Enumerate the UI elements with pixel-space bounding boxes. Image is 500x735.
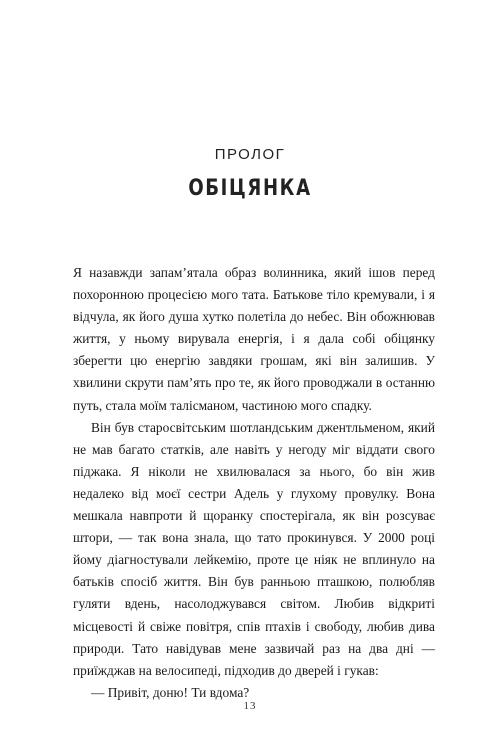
paragraph-1: Я назавжди запам’ятала образ волинника, який ішов перед похоронною процесією мого тата. Батькове тіло кремували, і я відчула, як його душа хутко полетіла до небес. Він обожнював життя, у ньому вирувала енергія, і я дала собі обіцянку зберегти цю енергію завдяки грошам, які він залишив. У хвилини скрути пам’ять про те, як його проводжали в останню путь, стала моїм талісманом, частиною мого спадку. (73, 265, 435, 413)
dialogue-line: — Привіт, доню! Ти вдома? (91, 684, 250, 700)
chapter-title: ОБІЦЯНКА (188, 176, 312, 201)
paragraph-2: Він був старосвітським шотландським джентльменом, який не мав багато статків, але навіть у негоду міг віддати свого піджака. Я ніколи не хвилювалася за нього, бо він жив недалеко від моєї сестри Адель у глухому провулку. Вона мешкала навпроти й щоранку спостерігала, як він розсуває штори, — так вона знала, що тато прокинувся. У 2000 році йому діагностували лейкемію, проте це ніяк не вплинуло на батьків спосіб життя. Він був ранньою пташкою, полюбляв гуляти вдень, насолоджувався світом. Любив відкриті місцевості й свіже повітря, спів птахів і свободу, любив дива природи. Тато навідував мене зазвичай раз на два дні — приїжджав на велосипеді, підходив до дверей і гукав: (73, 419, 435, 678)
section-label: ПРОЛОГ (214, 146, 286, 163)
body-text (73, 262, 435, 704)
page-number: 13 (243, 700, 257, 712)
